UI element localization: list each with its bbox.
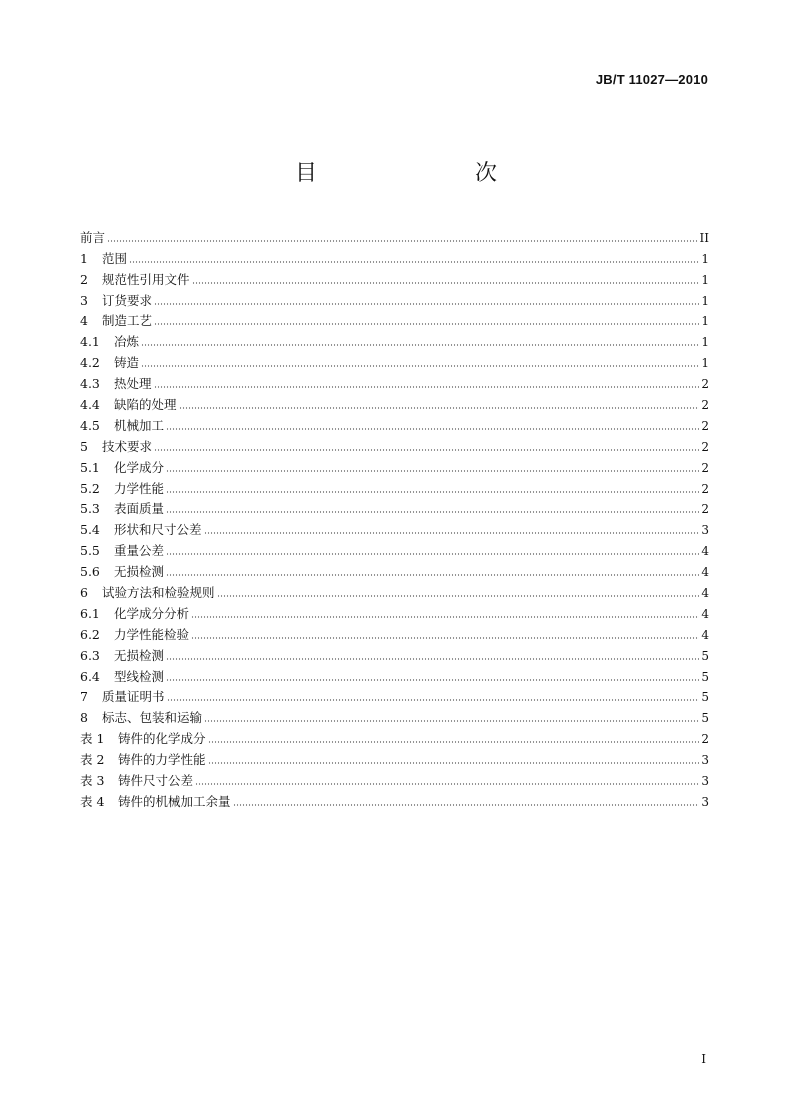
toc-entry[interactable]	[80, 245, 709, 266]
toc-entry-title: 铸件的化学成分	[118, 731, 206, 747]
toc-leader-dots	[107, 240, 698, 242]
toc-entry-page: 2	[701, 481, 709, 496]
toc-entry-page: 5	[701, 711, 709, 726]
toc-entry-title: 制造工艺	[102, 313, 153, 329]
toc-entry[interactable]	[80, 767, 709, 788]
toc-entry-page: 1	[701, 356, 709, 371]
toc-entry-page: 2	[701, 418, 709, 433]
toc-entry-title: 形状和尺寸公差	[114, 522, 202, 538]
toc-entry-title: 化学成分	[114, 459, 165, 475]
toc-entry-title: 规范性引用文件	[102, 271, 190, 287]
toc-leader-dots	[166, 511, 699, 513]
toc-entry[interactable]	[80, 349, 709, 370]
toc-entry-title: 力学性能检验	[114, 626, 190, 642]
toc-entry[interactable]	[80, 642, 709, 663]
toc-entry-number: 4	[80, 313, 88, 329]
toc-leader-dots	[191, 637, 699, 639]
toc-entry-page: 4	[701, 627, 709, 642]
toc-entry-title: 前言	[80, 229, 106, 245]
page-number: I	[701, 1052, 706, 1066]
toc-entry[interactable]	[80, 537, 709, 558]
toc-entry[interactable]	[80, 746, 709, 767]
toc-entry[interactable]	[80, 224, 709, 245]
toc-entry-number: 表 3	[80, 773, 105, 789]
toc-entry[interactable]	[80, 725, 709, 746]
toc-leader-dots	[166, 470, 699, 472]
toc-leader-dots	[191, 616, 699, 618]
toc-entry-number: 5	[80, 438, 88, 454]
toc-entry-number: 5.1	[80, 459, 100, 475]
toc-entry-title: 缺陷的处理	[114, 397, 177, 413]
toc-entry[interactable]	[80, 370, 709, 391]
toc-entry[interactable]	[80, 558, 709, 579]
toc-entry-title: 铸件尺寸公差	[118, 773, 194, 789]
toc-entry-page: 3	[701, 523, 709, 538]
toc-entry-page: 4	[701, 606, 709, 621]
toc-entry-title: 范围	[102, 250, 128, 266]
toc-entry-title: 型线检测	[114, 668, 165, 684]
toc-entry[interactable]	[80, 308, 709, 329]
toc-entry-title: 铸造	[114, 355, 140, 371]
toc-entry[interactable]	[80, 663, 709, 684]
toc-entry-page: 1	[701, 335, 709, 350]
toc-entry-number: 3	[80, 292, 88, 308]
toc-entry-page: 5	[701, 648, 709, 663]
toc-entry-title: 机械加工	[114, 417, 165, 433]
toc-leader-dots	[166, 658, 699, 660]
toc-entry-page: 1	[701, 251, 709, 266]
toc-entry-page: 2	[701, 732, 709, 747]
toc-entry-number: 表 4	[80, 793, 105, 809]
toc-entry-title: 试验方法和检验规则	[102, 585, 215, 601]
toc-leader-dots	[141, 365, 699, 367]
toc-entry[interactable]	[80, 579, 709, 600]
toc-entry-number: 5.5	[80, 543, 100, 559]
standard-code: JB/T 11027—2010	[595, 72, 708, 87]
toc-entry-page: 5	[701, 669, 709, 684]
toc-entry[interactable]	[80, 621, 709, 642]
toc-entry-number: 6	[80, 585, 88, 601]
toc-entry[interactable]	[80, 516, 709, 537]
toc-leader-dots	[166, 491, 699, 493]
toc-entry-title: 力学性能	[114, 480, 165, 496]
toc-entry[interactable]	[80, 328, 709, 349]
toc-leader-dots	[154, 323, 699, 325]
toc-entry-page: 3	[701, 774, 709, 789]
toc-entry[interactable]	[80, 266, 709, 287]
toc-entry-number: 表 2	[80, 752, 105, 768]
toc-entry[interactable]	[80, 788, 709, 809]
toc-entry-title: 铸件的力学性能	[118, 752, 206, 768]
toc-entry-number: 4.5	[80, 417, 100, 433]
toc-entry-number: 4.4	[80, 397, 100, 413]
toc-entry-title: 标志、包装和运输	[102, 710, 203, 726]
toc-leader-dots	[179, 407, 699, 409]
toc-leader-dots	[204, 720, 699, 722]
toc-entry-page: 4	[701, 544, 709, 559]
toc-entry-title: 铸件的机械加工余量	[118, 793, 231, 809]
toc-leader-dots	[192, 282, 699, 284]
toc-entry-title: 重量公差	[114, 543, 165, 559]
toc-leader-dots	[129, 261, 699, 263]
toc-entry[interactable]	[80, 684, 709, 705]
toc-entry-number: 6.4	[80, 668, 100, 684]
toc-entry[interactable]	[80, 287, 709, 308]
toc-entry-title: 技术要求	[102, 438, 153, 454]
toc-entry-page: 1	[701, 272, 709, 287]
toc-entry-title: 质量证明书	[102, 689, 165, 705]
toc-entry[interactable]	[80, 454, 709, 475]
toc-entry-page: 2	[701, 439, 709, 454]
toc-entry-page: 1	[701, 314, 709, 329]
toc-entry-title: 订货要求	[102, 292, 153, 308]
toc-entry-number: 7	[80, 689, 88, 705]
toc-entry-number: 6.3	[80, 647, 100, 663]
toc-entry-page: 3	[701, 753, 709, 768]
toc-entry[interactable]	[80, 412, 709, 433]
toc-entry-number: 5.6	[80, 564, 100, 580]
toc-entry-page: II	[699, 230, 709, 245]
toc-entry-number: 4.2	[80, 355, 100, 371]
toc-entry-number: 2	[80, 271, 88, 287]
toc-leader-dots	[154, 449, 699, 451]
toc-entry[interactable]	[80, 496, 709, 517]
toc-leader-dots	[166, 574, 699, 576]
toc-entry-title: 无损检测	[114, 647, 165, 663]
toc-entry-page: 1	[701, 293, 709, 308]
toc-entry-page: 4	[701, 565, 709, 580]
toc-leader-dots	[217, 595, 699, 597]
toc-entry-number: 4.3	[80, 376, 100, 392]
toc-entry[interactable]	[80, 475, 709, 496]
toc-entry[interactable]	[80, 600, 709, 621]
toc-entry-number: 6.2	[80, 626, 100, 642]
table-of-contents	[80, 224, 709, 809]
toc-leader-dots	[166, 428, 699, 430]
toc-leader-dots	[166, 553, 699, 555]
toc-leader-dots	[208, 741, 699, 743]
toc-leader-dots	[166, 679, 699, 681]
toc-entry-number: 5.4	[80, 522, 100, 538]
toc-entry-number: 1	[80, 250, 88, 266]
toc-entry-title: 表面质量	[114, 501, 165, 517]
toc-entry-number: 表 1	[80, 731, 105, 747]
toc-leader-dots	[167, 699, 699, 701]
toc-entry-page: 2	[701, 502, 709, 517]
toc-entry[interactable]	[80, 704, 709, 725]
toc-entry-page: 2	[701, 460, 709, 475]
toc-leader-dots	[154, 386, 699, 388]
toc-leader-dots	[204, 532, 699, 534]
toc-entry[interactable]	[80, 391, 709, 412]
toc-entry-page: 2	[701, 377, 709, 392]
toc-entry-title: 无损检测	[114, 564, 165, 580]
page-title: 目 次	[294, 161, 535, 186]
toc-leader-dots	[154, 303, 699, 305]
toc-entry-page: 3	[701, 794, 709, 809]
toc-entry-number: 5.3	[80, 501, 100, 517]
toc-entry-page: 4	[701, 586, 709, 601]
toc-leader-dots	[195, 783, 699, 785]
toc-entry-number: 8	[80, 710, 88, 726]
toc-entry-title: 冶炼	[114, 334, 140, 350]
toc-entry-number: 4.1	[80, 334, 100, 350]
toc-entry-number: 6.1	[80, 605, 100, 621]
toc-entry[interactable]	[80, 433, 709, 454]
toc-entry-number: 5.2	[80, 480, 100, 496]
toc-leader-dots	[208, 762, 699, 764]
toc-leader-dots	[233, 804, 699, 806]
toc-entry-page: 5	[701, 690, 709, 705]
toc-entry-title: 化学成分分析	[114, 605, 190, 621]
toc-entry-page: 2	[701, 398, 709, 413]
toc-entry-title: 热处理	[114, 376, 152, 392]
toc-leader-dots	[141, 344, 699, 346]
